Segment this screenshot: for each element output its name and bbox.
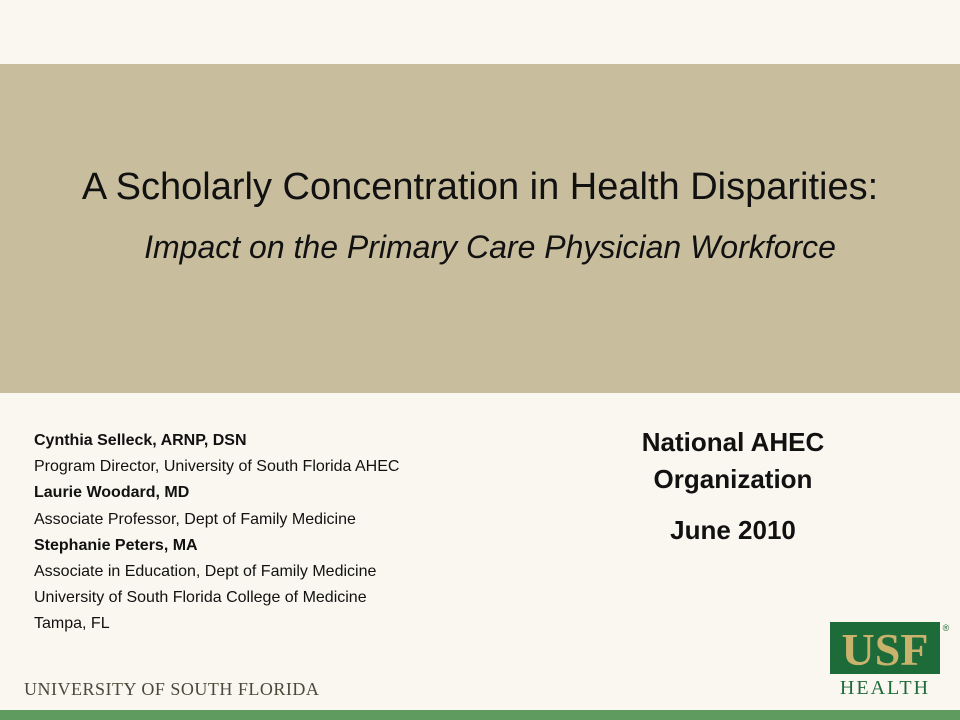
event-info — [588, 424, 878, 549]
author-location: Tampa, FL — [34, 615, 110, 633]
author-name: Laurie Woodard, MD — [34, 484, 190, 502]
usf-logo-health: HEALTH — [839, 677, 931, 698]
author-affiliation: Associate Professor, Dept of Family Medicine — [34, 510, 356, 528]
slide-subtitle: Impact on the Primary Care Physician Workforce — [144, 229, 836, 265]
author-list — [34, 428, 574, 638]
author-affiliation: Associate in Education, Dept of Family Medicine — [34, 563, 377, 581]
registered-mark: ® — [942, 623, 950, 633]
usf-logo-letters: USF — [841, 624, 929, 675]
event-organization-line2: Organization — [653, 464, 813, 494]
slide-title: A Scholarly Concentration in Health Disparities: — [81, 166, 879, 208]
author-name: Stephanie Peters, MA — [34, 536, 198, 554]
bottom-accent-bar — [0, 710, 960, 720]
university-wordmark: UNIVERSITY OF SOUTH FLORIDA — [24, 679, 320, 699]
author-affiliation: University of South Florida College of Medicine — [34, 589, 367, 607]
usf-health-logo — [830, 622, 952, 698]
author-name: Cynthia Selleck, ARNP, DSN — [34, 432, 247, 449]
event-organization-line1: National AHEC — [641, 427, 825, 457]
event-date: June 2010 — [670, 515, 796, 545]
author-affiliation: Program Director, University of South Florida AHEC — [34, 458, 400, 476]
